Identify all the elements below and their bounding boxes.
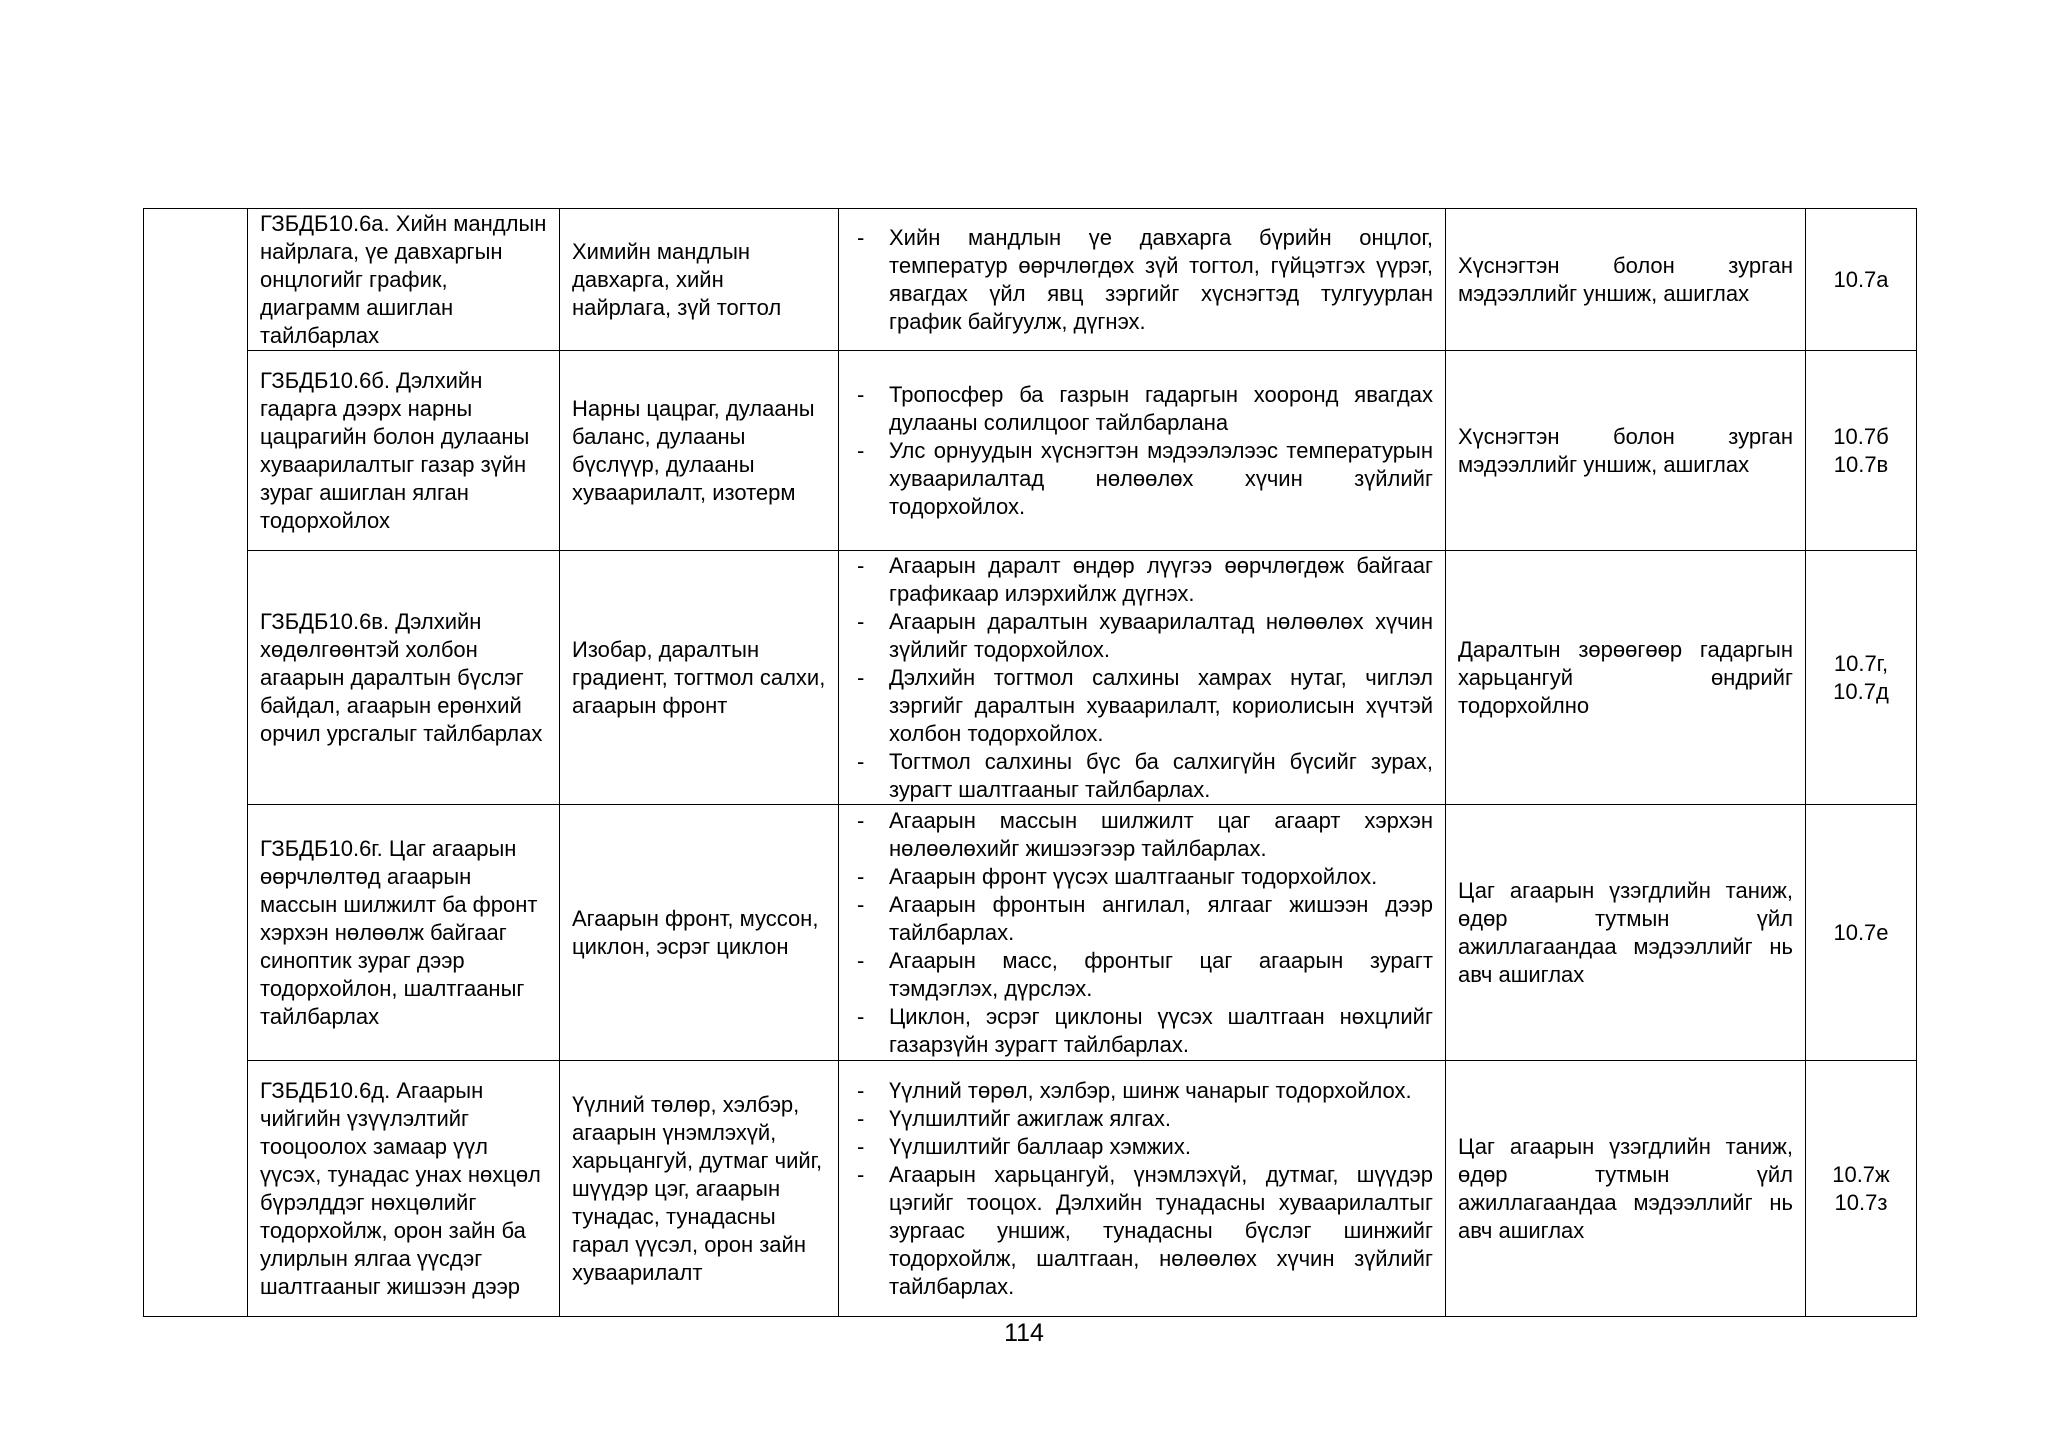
activity-item: - Үүлшилтийг баллаар хэмжих.: [851, 1133, 1433, 1161]
activities-cell: [839, 209, 1446, 351]
code-label: 10.7в: [1833, 451, 1889, 477]
objective-cell: ГЗБДБ10.6г. Цаг агаарын өөрчлөлтөд агаарын массын шилжилт ба фронт хэрхэн нөлөөлж байгааг синоптик зураг дээр тодорхойлон, шалтгааныг тайлбарлах: [248, 805, 560, 1061]
activity-item: - Агаарын даралтын хуваарилалтад нөлөөлөх хүчин зүйлийг тодорхойлох.: [851, 608, 1433, 664]
activity-item: - Агаарын даралт өндөр лүүгээ өөрчлөгдөж байгааг графикаар илэрхийлж дүгнэх.: [851, 552, 1433, 608]
topic-cell: Нарны цацраг, дулааны баланс, дулааны бүслүүр, дулааны хуваарилалт, изотерм: [560, 351, 839, 551]
activity-item: - Агаарын фронтын ангилал, ялгааг жишээн дээр тайлбарлах.: [851, 891, 1433, 947]
result-cell: Хүснэгтэн болон зурган мэдээллийг уншиж, ашиглах: [1446, 209, 1806, 351]
code-label: 10.7а: [1833, 266, 1889, 292]
activity-item: - Улс орнуудын хүснэгтэн мэдээлэлээс температурын хуваарилалтад нөлөөлөх хүчин зүйлийг тодорхойлох.: [851, 437, 1433, 521]
code-cell: [1806, 351, 1917, 551]
code-cell: [1806, 209, 1917, 351]
activities-cell: [839, 1061, 1446, 1317]
activity-item: - Агаарын фронт үүсэх шалтгааныг тодорхойлох.: [851, 863, 1433, 891]
result-cell: Цаг агаарын үзэгдлийн таниж, өдөр тутмын үйл ажиллагаандаа мэдээллийг нь авч ашиглах: [1446, 1061, 1806, 1317]
table-row: [144, 805, 1917, 1061]
code-cell: [1806, 1061, 1917, 1317]
curriculum-table: [143, 208, 1917, 1317]
table-row: [144, 351, 1917, 551]
table-row: [144, 209, 1917, 351]
topic-cell: Үүлний төлөр, хэлбэр, агаарын үнэмлэхүй, харьцангуй, дутмаг чийг, шүүдэр цэг, агаарын тунадас, тунадасны гарал үүсэл, орон зайн хуваарилалт: [560, 1061, 839, 1317]
topic-cell: Изобар, даралтын градиент, тогтмол салхи, агаарын фронт: [560, 551, 839, 805]
code-label: 10.7г,: [1833, 650, 1889, 676]
objective-cell: ГЗБДБ10.6д. Агаарын чийгийн үзүүлэлтийг тооцоолох замаар үүл үүсэх, тунадас унах нөхцөл бүрэлддэг нөхцөлийг тодорхойлж, орон зайн ба улирлын ялгаа үүсдэг шалтгааныг жишээн дээр: [248, 1061, 560, 1317]
activities-cell: [839, 805, 1446, 1061]
blank-margin-cell: [144, 209, 248, 1317]
code-label: 10.7д: [1833, 678, 1889, 704]
activity-item: - Үүлшилтийг ажиглаж ялгах.: [851, 1105, 1433, 1133]
code-label: 10.7б: [1833, 423, 1889, 449]
activity-item: - Хийн мандлын үе давхарга бүрийн онцлог, температур өөрчлөгдөх зүй тогтол, гүйцэтгэх үүрэг, явагдах үйл явц зэргийг хүснэгтэд тулгуурлан график байгуулж, дүгнэх.: [851, 224, 1433, 336]
activity-item: - Тропосфер ба газрын гадаргын хооронд явагдах дулааны солилцоог тайлбарлана: [851, 381, 1433, 437]
code-cell: [1806, 551, 1917, 805]
code-label: 10.7е: [1833, 919, 1889, 945]
activities-cell: [839, 551, 1446, 805]
result-cell: Хүснэгтэн болон зурган мэдээллийг уншиж, ашиглах: [1446, 351, 1806, 551]
topic-cell: Агаарын фронт, муссон, циклон, эсрэг циклон: [560, 805, 839, 1061]
objective-cell: ГЗБДБ10.6а. Хийн мандлын найрлага, үе давхаргын онцлогийг график, диаграмм ашиглан тайлбарлах: [248, 209, 560, 351]
result-cell: Даралтын зөрөөгөөр гадаргын харьцангуй өндрийг тодорхойлно: [1446, 551, 1806, 805]
objective-cell: ГЗБДБ10.6в. Дэлхийн хөдөлгөөнтэй холбон агаарын даралтын бүслэг байдал, агаарын ерөнхий орчил урсгалыг тайлбарлах: [248, 551, 560, 805]
activities-cell: [839, 351, 1446, 551]
activity-item: - Дэлхийн тогтмол салхины хамрах нутаг, чиглэл зэргийг даралтын хуваарилалт, кориолисын хүчтэй холбон тодорхойлох.: [851, 664, 1433, 748]
table-row: [144, 1061, 1917, 1317]
code-label: 10.7з: [1834, 1189, 1888, 1215]
activity-item: - Агаарын харьцангуй, үнэмлэхүй, дутмаг, шүүдэр цэгийг тооцох. Дэлхийн тунадасны хуваарилалтыг зургаас уншиж, тунадасны бүслэг шинжийг тодорхойлж, шалтгаан, нөлөөлөх хүчин зүйлийг тайлбарлах.: [851, 1161, 1433, 1301]
table-row: [144, 551, 1917, 805]
code-label: 10.7ж: [1832, 1161, 1890, 1187]
topic-cell: Химийн мандлын давхарга, хийн найрлага, зүй тогтол: [560, 209, 839, 351]
activity-item: - Тогтмол салхины бүс ба салхигүйн бүсийг зурах, зурагт шалтгааныг тайлбарлах.: [851, 748, 1433, 804]
activity-item: - Агаарын массын шилжилт цаг агаарт хэрхэн нөлөөлөхийг жишээгээр тайлбарлах.: [851, 807, 1433, 863]
result-cell: Цаг агаарын үзэгдлийн таниж, өдөр тутмын үйл ажиллагаандаа мэдээллийг нь авч ашиглах: [1446, 805, 1806, 1061]
activity-item: - Үүлний төрөл, хэлбэр, шинж чанарыг тодорхойлох.: [851, 1077, 1433, 1105]
code-cell: [1806, 805, 1917, 1061]
activity-item: - Циклон, эсрэг циклоны үүсэх шалтгаан нөхцлийг газарзүйн зурагт тайлбарлах.: [851, 1003, 1433, 1059]
page-number: 114: [1004, 1319, 1044, 1347]
objective-cell: ГЗБДБ10.6б. Дэлхийн гадарга дээрх нарны цацрагийн болон дулааны хуваарилалтыг газар зүйн зураг ашиглан ялган тодорхойлох: [248, 351, 560, 551]
activity-item: - Агаарын масс, фронтыг цаг агаарын зурагт тэмдэглэх, дүрслэх.: [851, 947, 1433, 1003]
